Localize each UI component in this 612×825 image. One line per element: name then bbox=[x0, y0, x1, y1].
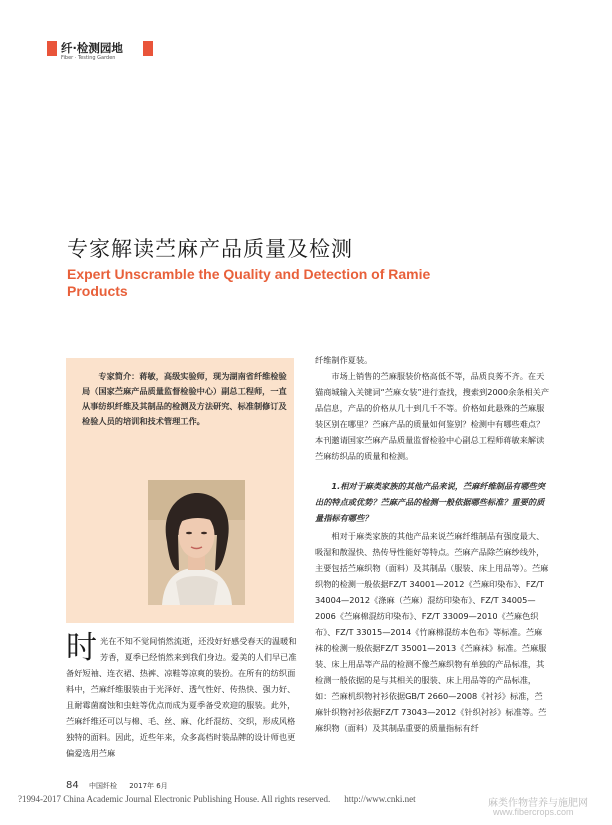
section-title: 纤·检测园地 bbox=[61, 41, 123, 55]
page-number: 84 bbox=[66, 780, 79, 791]
body-column-left bbox=[66, 630, 298, 761]
copyright-url: http://www.cnki.net bbox=[344, 794, 416, 804]
copyright-text: ?1994-2017 China Academic Journal Electronic Publishing House. All rights reserved. bbox=[18, 794, 331, 804]
article-title-cn: 专家解读苎麻产品质量及检测 bbox=[67, 237, 353, 261]
author-box bbox=[66, 358, 294, 623]
body-text-continued: 纤维制作夏装。 bbox=[315, 355, 373, 365]
author-bio: 专家简介：蒋敏，高级实验师，现为湖南省纤维检验局（国家苎麻产品质量监督检验中心）副总工程师，一直从事纺织纤维及其制品的检测及方法研究、标准制修订及检验人员的培训和技术管理工作。 bbox=[82, 371, 287, 426]
copyright-line bbox=[18, 794, 416, 804]
header-accent-block bbox=[143, 41, 153, 56]
author-photo bbox=[148, 480, 245, 605]
interview-question: 1.相对于麻类家族的其他产品来说，苎麻纤维制品有哪些突出的特点或优势？苎麻产品的检测一般依据哪些标准？重要的质量指标有哪些？ bbox=[315, 481, 545, 523]
article-title-en: Expert Unscramble the Quality and Detection of Ramie Products bbox=[67, 266, 431, 299]
issue-date: 2017年 6月 bbox=[129, 782, 168, 790]
header-accent-bar bbox=[47, 41, 57, 56]
section-subtitle: Fiber · Testing Garden bbox=[61, 55, 116, 61]
body-column-right bbox=[315, 352, 549, 736]
watermark-url: www.fibercrops.com bbox=[493, 807, 574, 817]
body-text-left: 光在不知不觉间悄然流逝，还没好好感受春天的温暖和芳香，夏季已经悄然来到我们身边。爱美的人们早已准备好短袖、连衣裙、热裤、凉鞋等凉爽的装扮。在所有的纺织面料中，苎麻纤维服装由于光泽好、透气性好、传热快、强力好、且耐霉菌腐蚀和虫蛀等优点而成为夏季备受欢迎的服装。此外，苎麻纤维还可以与棉、毛、丝、麻、化纤混纺、交织，形成风格独特的面料。因此，近些年来，众多高档时装品牌的设计师也更偏爱选用苎麻 bbox=[66, 636, 297, 758]
body-paragraph-answer: 相对于麻类家族的其他产品来说苎麻纤维制品有强度最大、吸湿和散湿快、热传导性能好等特点。苎麻产品除苎麻纱线外，主要包括苎麻织物（面料）及其制品（服装、床上用品等）。苎麻织物的检测一般依据FZ/T 34001—2012《苎麻印染布》、FZ/T 34004—2012《涤麻（苎麻）混纺印染布》、FZ/T 34005—2006《苎麻棉混纺印染布》、FZ/T 33009—2010《苎麻色织布》、FZ/T 33015—2014《竹麻棉混纺本色布》等标准。苎麻袜的检测一般依据FZ/T 35001—2013《苎麻袜》标准。苎麻服装、床上用品等产品的检测不像苎麻织物有单独的产品标准，其检测一般依据的是与其相关的服装、床上用品等的产品标准，如：苎麻机织物衬衫依据GB/T 2660—2008《衬衫》标准，苎麻针织物衬衫依据FZ/T 73043—2012《针织衬衫》标准等。苎麻织物（面料）及其制品重要的质量指标有纤 bbox=[315, 531, 549, 733]
drop-cap: 时 bbox=[66, 630, 97, 666]
page-footer bbox=[66, 780, 168, 791]
portrait-image bbox=[148, 480, 245, 605]
watermark-text: 麻类作物营养与施肥网 bbox=[488, 798, 588, 809]
body-paragraph: 市场上销售的苎麻服装价格高低不等，品质良莠不齐。在天猫商城输入关键词“苎麻女装”进行查找，搜索到2000余条相关产品信息，产品的价格从几十到几千不等。价格如此悬殊的苎麻服装区别在哪里？苎麻产品的质量如何鉴别？检测中有哪些难点？本刊邀请国家苎麻产品质量监督检验中心副总工程师蒋敏来解读苎麻纺织品的质量和检测。 bbox=[315, 371, 550, 461]
journal-name: 中国纤检 bbox=[88, 782, 117, 790]
